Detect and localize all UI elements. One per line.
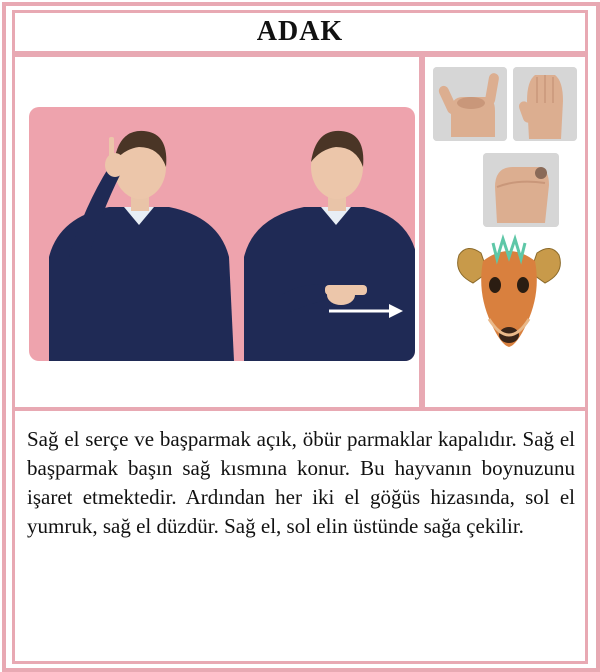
person-left [49, 131, 234, 361]
description-panel [12, 408, 588, 664]
handshape-icons-panel [422, 54, 588, 410]
pinky-thumb-hand-icon [433, 67, 507, 141]
ram-head-icon [453, 233, 565, 351]
sign-description: Sağ el serçe ve başparmak açık, öbür parmaklar kapalıdır. Sağ el başparmak başın sağ kısmına konur. Bu hayvanın boynuzunu işaret etmektedir. Ardından her iki el göğüs hizasında, sol el yumruk, sağ el düzdür. Sağ el, sol elin üstünde sağa çekilir. [27, 427, 575, 538]
fist-hand-icon [483, 153, 559, 227]
page-title: ADAK [256, 16, 344, 47]
title-bar [12, 10, 588, 54]
sign-demonstration-illustration [29, 107, 415, 361]
person-right [244, 131, 415, 361]
sign-photo [29, 107, 415, 361]
sign-card [2, 2, 600, 672]
sign-photo-frame [12, 54, 422, 410]
flat-hand-icon [513, 67, 577, 141]
